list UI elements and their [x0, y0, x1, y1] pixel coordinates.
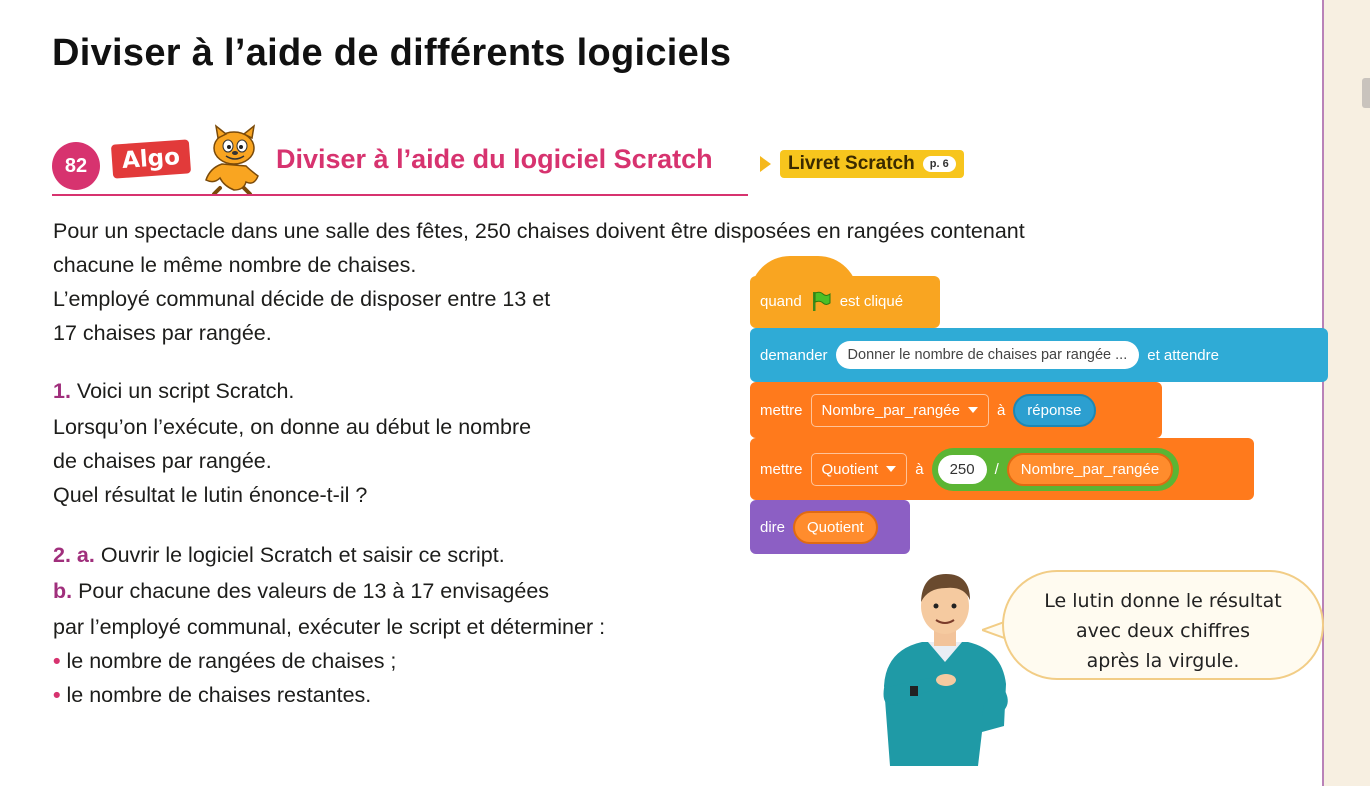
intro-line-2: chacune le même nombre de chaises.: [53, 253, 417, 277]
page-tab: [1362, 78, 1370, 108]
arrow-right-icon: [760, 156, 771, 172]
page-title: Diviser à l’aide de différents logiciels: [52, 32, 732, 74]
teacher-illustration: [870, 566, 1020, 766]
set-nombre-par-rangee-block[interactable]: mettre Nombre_par_rangée à réponse: [750, 382, 1162, 438]
dropdown-caret-icon: [886, 466, 896, 472]
question-2a: 2. a. Ouvrir le logiciel Scratch et saisir ce script.: [53, 543, 505, 567]
division-operator[interactable]: 250 / Nombre_par_rangée: [932, 448, 1180, 491]
set-quotient-block[interactable]: mettre Quotient à 250 / Nombre_par_rangée: [750, 438, 1254, 500]
variable-dropdown-quotient[interactable]: Quotient: [811, 453, 908, 486]
question-1-line-2: Lorsqu’on l’exécute, on donne au début le nombre: [53, 415, 532, 439]
quotient-variable[interactable]: Quotient: [793, 511, 878, 544]
speech-bubble-text: Le lutin donne le résultat avec deux chiffres après la virgule.: [1044, 590, 1282, 672]
ask-and-wait-block[interactable]: demander Donner le nombre de chaises par rangée ... et attendre: [750, 328, 1328, 382]
page-edge: [1322, 0, 1370, 786]
ask-question-input[interactable]: Donner le nombre de chaises par rangée ...: [836, 341, 1140, 369]
question-1-number: 1.: [53, 379, 71, 403]
question-2-number: 2.: [53, 543, 71, 567]
question-2b-line-1: b. Pour chacune des valeurs de 13 à 17 envisagées: [53, 579, 550, 603]
question-1-line-3: de chaises par rangée.: [53, 449, 272, 473]
variable-dropdown-nombre[interactable]: Nombre_par_rangée: [811, 394, 989, 427]
algo-badge: Algo: [111, 139, 191, 178]
scratch-cat-icon: [200, 124, 270, 196]
exercise-header: [52, 120, 1052, 200]
title-underline: [52, 194, 748, 196]
dropdown-caret-icon: [968, 407, 978, 413]
intro-line-1: Pour un spectacle dans une salle des fêtes, 250 chaises doivent être disposées en rangées contenant: [53, 219, 1025, 243]
bullet-item-1: • le nombre de rangées de chaises ;: [53, 649, 397, 673]
page-reference: p. 6: [923, 156, 956, 172]
exercise-title: Diviser à l’aide du logiciel Scratch: [276, 144, 713, 174]
exercise-number: 82: [52, 142, 100, 190]
livret-label: Livret Scratch: [788, 153, 915, 174]
answer-reporter[interactable]: réponse: [1013, 394, 1095, 427]
dividend-input[interactable]: 250: [938, 455, 987, 484]
bullet-item-2: • le nombre de chaises restantes.: [53, 683, 372, 707]
green-flag-icon: [810, 290, 832, 312]
page-margin-line: [1322, 0, 1324, 786]
livret-scratch-reference[interactable]: [780, 150, 964, 178]
say-block[interactable]: dire Quotient: [750, 500, 910, 554]
when-flag-clicked-block[interactable]: quand est cliqué: [750, 256, 940, 328]
question-1-line-4: Quel résultat le lutin énonce-t-il ?: [53, 483, 368, 507]
intro-line-4: 17 chaises par rangée.: [53, 321, 272, 345]
question-1-line-1: 1. Voici un script Scratch.: [53, 379, 295, 403]
divisor-variable[interactable]: Nombre_par_rangée: [1007, 453, 1173, 486]
intro-line-3: L’employé communal décide de disposer entre 13 et: [53, 287, 551, 311]
question-2b-line-2: par l’employé communal, exécuter le script et déterminer :: [53, 615, 606, 639]
